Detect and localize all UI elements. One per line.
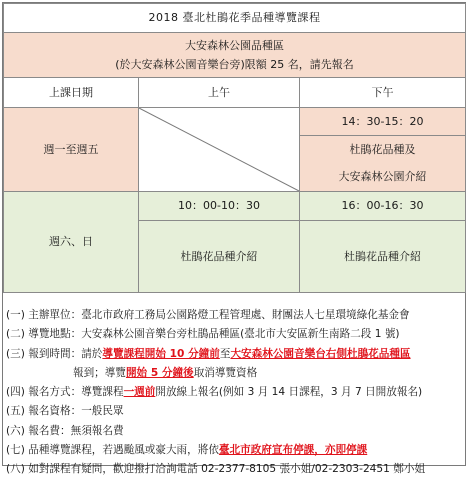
note-contact: (八) 如對課程有疑問，歡迎撥打洽詢電話 02-2377-8105 張小姐/02-2303-2451 鄭小姐 xyxy=(6,463,426,476)
weekend-afternoon-time: 16：00-16：30 xyxy=(300,192,466,221)
note-weather-b: 臺北市政府宣布停課，亦即停課 xyxy=(218,444,368,457)
venue-info xyxy=(4,33,466,78)
note-checkin-a: (三) 報到時間：請於 xyxy=(6,347,103,360)
weekday-morning-empty xyxy=(139,108,300,192)
weekend-morning-desc: 杜鵑花品種介紹 xyxy=(139,221,300,293)
note-organizer: (一) 主辦單位：臺北市政府工務局公園路燈工程管理處、財團法人七星環境綠化基金會 xyxy=(6,309,410,321)
schedule-table xyxy=(3,3,466,293)
page-title: 2018 臺北杜鵑花季品種導覽課程 xyxy=(4,4,466,33)
note-checkin xyxy=(3,345,465,364)
header-afternoon: 下午 xyxy=(300,78,466,108)
note-checkin-c: 至 xyxy=(219,347,231,360)
weekday-label: 週一至週五 xyxy=(4,108,139,192)
note-registration-b: 一週前 xyxy=(123,386,156,399)
note-registration xyxy=(3,383,465,402)
weekend-afternoon-desc: 杜鵑花品種介紹 xyxy=(300,221,466,293)
weekday-afternoon-desc-1: 杜鵑花品種及 xyxy=(300,136,466,164)
diagonal-line xyxy=(139,108,299,191)
note-location: (二) 導覽地點：大安森林公園音樂台旁杜鵑品種區(臺北市大安區新生南路二段 1 號) xyxy=(6,328,400,341)
note-registration-a: (四) 報名方式：導覽課程 xyxy=(6,386,124,399)
weekday-afternoon-desc-2: 大安森林公園介紹 xyxy=(300,164,466,192)
venue-name: 大安森林公園品種區 xyxy=(185,39,285,52)
weekend-label: 週六、日 xyxy=(4,192,139,293)
course-flyer xyxy=(2,2,466,476)
note-checkin-e: 報到；導覽 xyxy=(73,366,126,379)
note-fee: (六) 報名費：無須報名費 xyxy=(6,424,124,437)
note-eligibility: (五) 報名資格：一般民眾 xyxy=(6,405,124,418)
note-weather-a: (七) 品種導覽課程，若遇颱風或豪大雨，將依 xyxy=(6,444,219,457)
note-checkin-d: 大安森林公園音樂台右側杜鵑花品種區 xyxy=(230,347,411,360)
note-checkin-cont xyxy=(3,364,465,383)
note-registration-c: 開放線上報名(例如 3 月 14 日課程，3 月 7 日開放報名) xyxy=(155,386,423,399)
note-checkin-g: 取消導覽資格 xyxy=(193,366,258,379)
note-checkin-f: 開始 5 分鐘後 xyxy=(125,366,194,379)
header-date: 上課日期 xyxy=(4,78,139,108)
note-weather xyxy=(3,441,465,460)
weekend-morning-time: 10：00-10：30 xyxy=(139,192,300,221)
notes-list xyxy=(3,306,465,480)
header-morning: 上午 xyxy=(139,78,300,108)
weekday-afternoon-time: 14：30-15：20 xyxy=(300,108,466,136)
note-checkin-b: 導覽課程開始 10 分鐘前 xyxy=(102,347,220,360)
venue-capacity: (於大安森林公園音樂台旁)限額 25 名，請先報名 xyxy=(115,58,354,71)
